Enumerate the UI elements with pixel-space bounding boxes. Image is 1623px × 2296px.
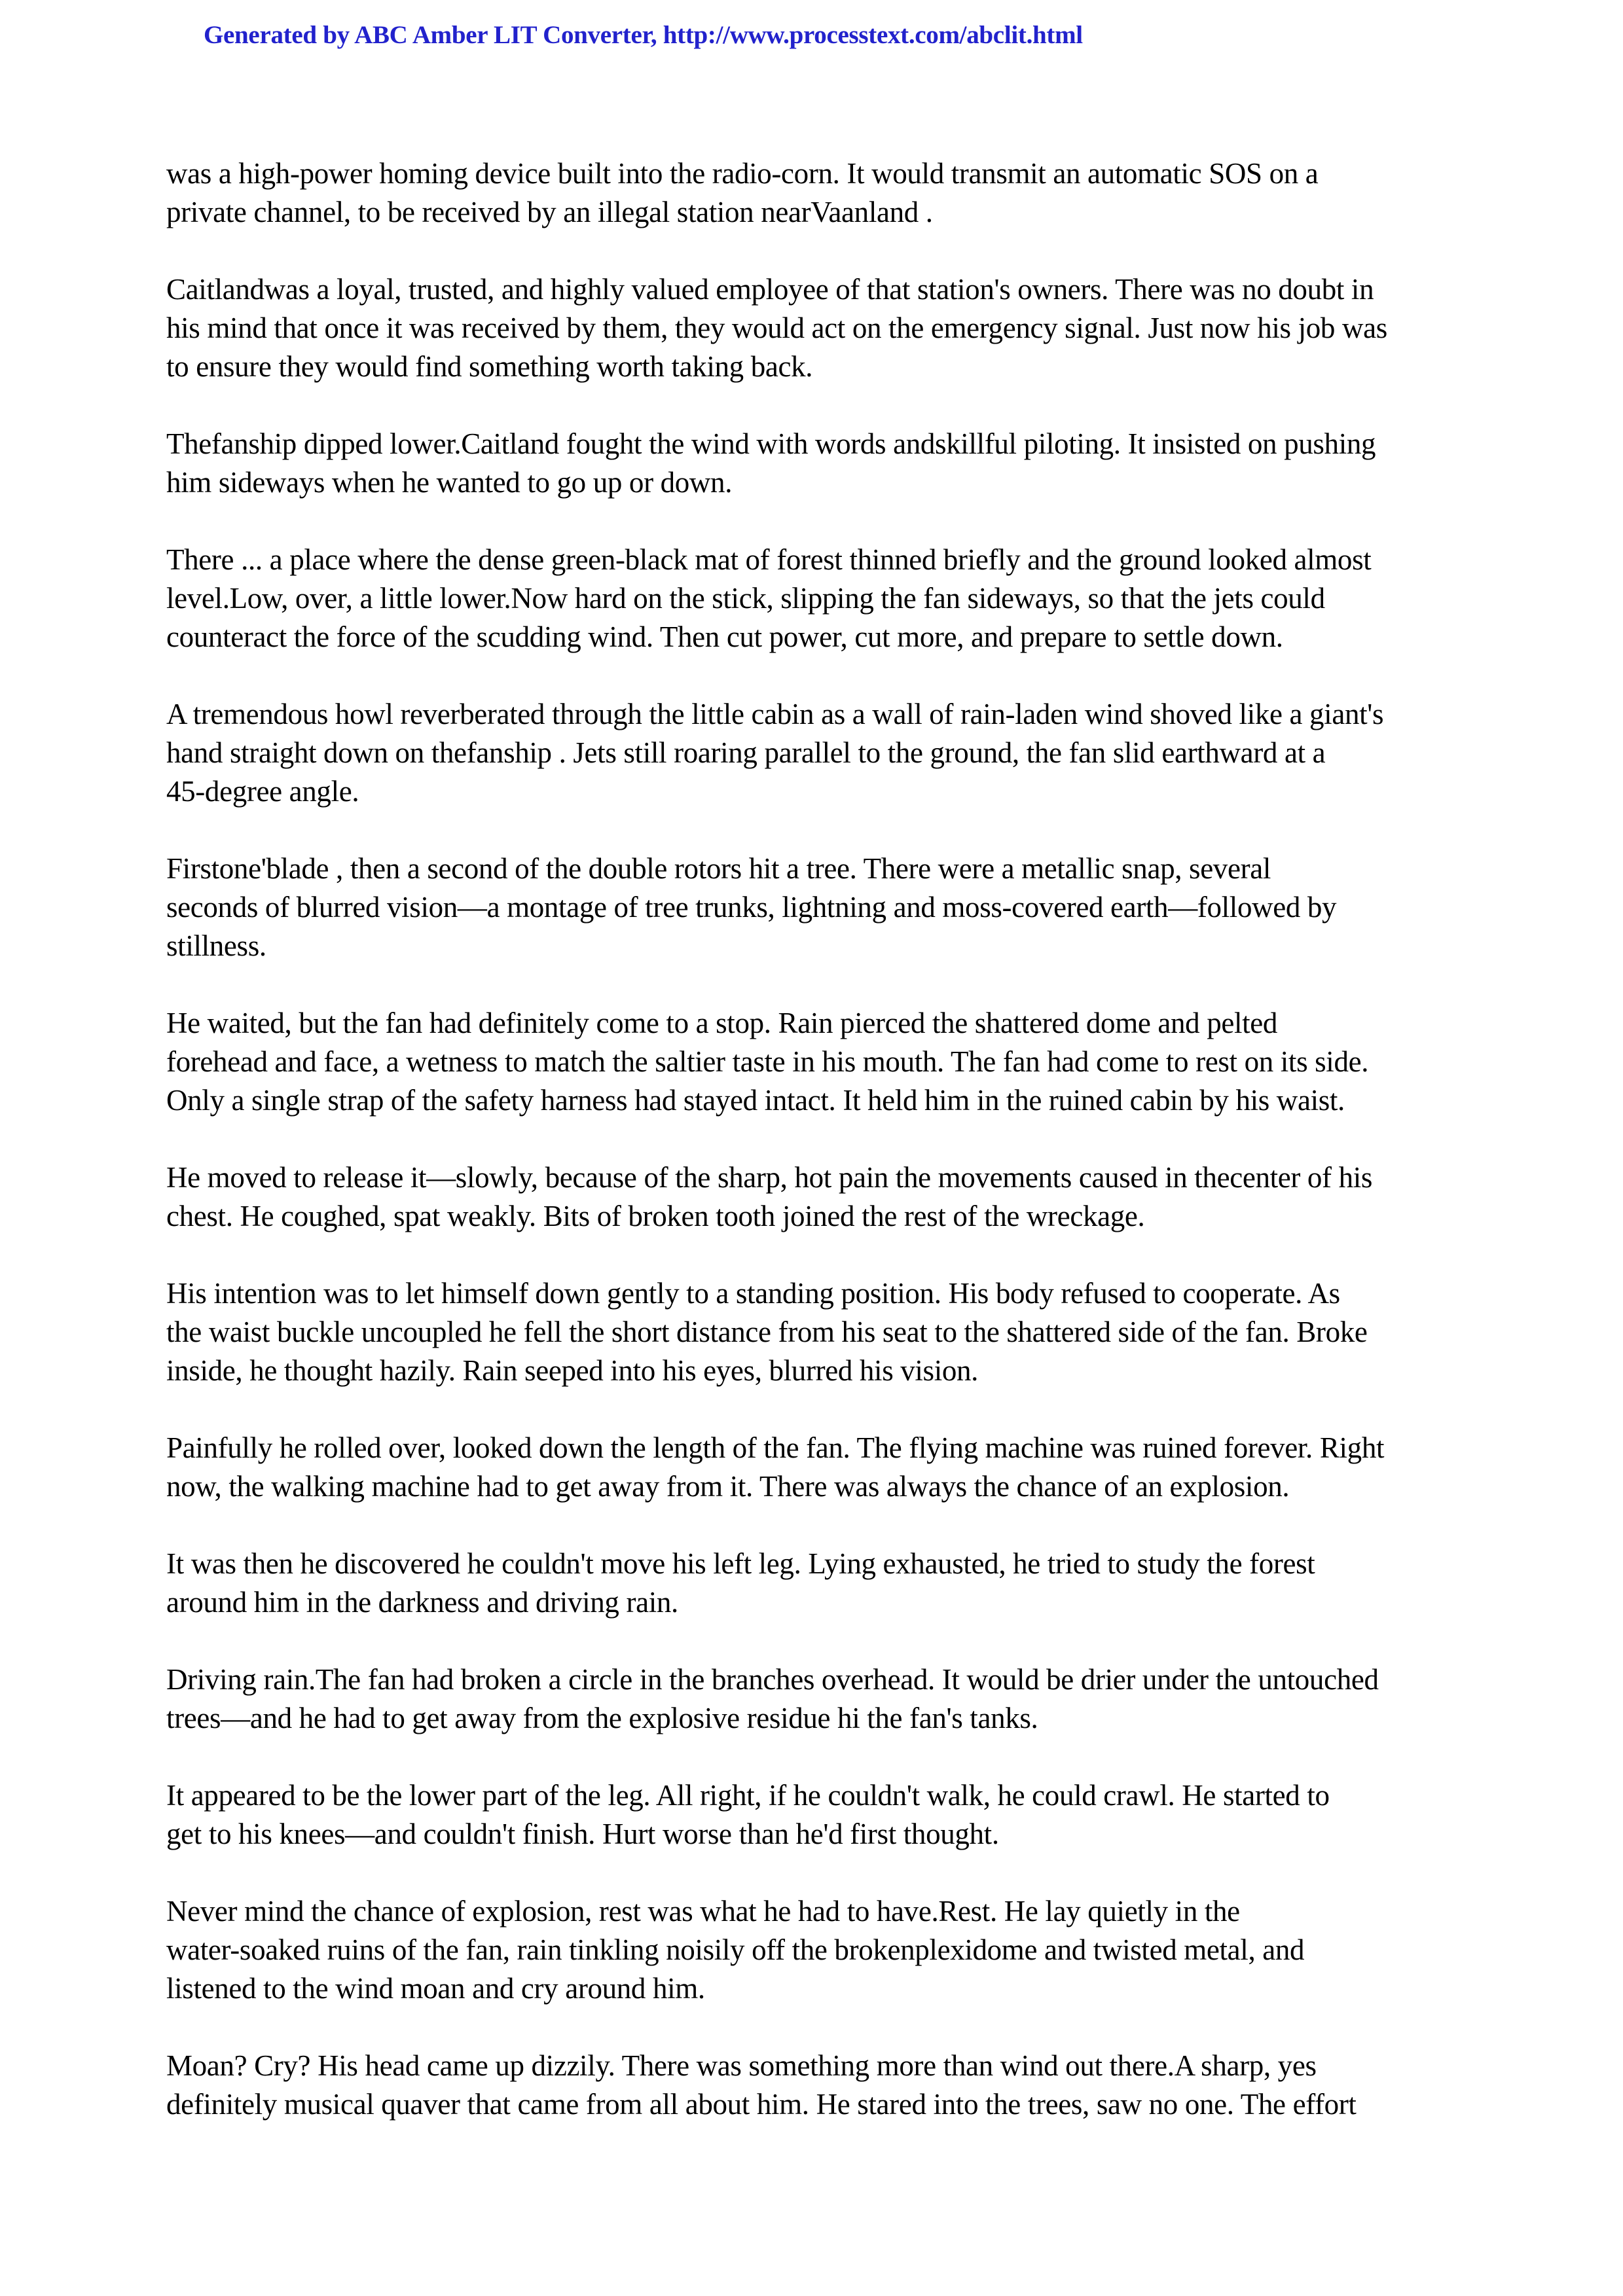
text-line: It was then he discovered he couldn't move his left leg. Lying exhausted, he tried to study the forest: [166, 1547, 1315, 1580]
text-line: Caitlandwas a loyal, trusted, and highly valued employee of that station's owners. There was no doubt in: [166, 273, 1374, 306]
document-body: [166, 154, 1476, 2162]
text-line: Never mind the chance of explosion, rest was what he had to have.Rest. He lay quietly in the: [166, 1895, 1240, 1928]
text-line: get to his knees—and couldn't finish. Hurt worse than he'd first thought.: [166, 1818, 999, 1850]
text-line: inside, he thought hazily. Rain seeped into his eyes, blurred his vision.: [166, 1354, 979, 1387]
text-line: level.Low, over, a little lower.Now hard on the stick, slipping the fan sideways, so that the jets could: [166, 582, 1325, 615]
text-line: definitely musical quaver that came from all about him. He stared into the trees, saw no one. The effort: [166, 2088, 1357, 2121]
text-line: Painfully he rolled over, looked down the length of the fan. The flying machine was ruined forever. Right: [166, 1431, 1385, 1464]
text-line: stillness.: [166, 929, 266, 962]
text-line: water-soaked ruins of the fan, rain tinkling noisily off the brokenplexidome and twisted metal, and: [166, 1933, 1305, 1966]
paragraph: [166, 1158, 1476, 1236]
text-line: chest. He coughed, spat weakly. Bits of broken tooth joined the rest of the wreckage.: [166, 1200, 1145, 1232]
text-line: A tremendous howl reverberated through the little cabin as a wall of rain-laden wind shoved like a giant's: [166, 698, 1384, 730]
text-line: trees—and he had to get away from the explosive residue hi the fan's tanks.: [166, 1702, 1038, 1734]
paragraph: [166, 1892, 1476, 2008]
text-line: Moan? Cry? His head came up dizzily. There was something more than wind out there.A sharp, yes: [166, 2049, 1317, 2082]
paragraph: [166, 425, 1476, 502]
text-line: now, the walking machine had to get away from it. There was always the chance of an explosion.: [166, 1470, 1290, 1503]
text-line: Thefanship dipped lower.Caitland fought the wind with words andskillful piloting. It insisted on pushing: [166, 427, 1376, 460]
text-line: the waist buckle uncoupled he fell the short distance from his seat to the shattered side of the fan. Broke: [166, 1316, 1368, 1348]
text-line: Driving rain.The fan had broken a circle in the branches overhead. It would be drier under the untouched: [166, 1663, 1379, 1696]
text-line: There ... a place where the dense green-black mat of forest thinned briefly and the ground looked almost: [166, 543, 1372, 576]
text-line: forehead and face, a wetness to match the saltier taste in his mouth. The fan had come to rest on its side.: [166, 1045, 1369, 1078]
text-line: His intention was to let himself down gently to a standing position. His body refused to cooperate. As: [166, 1277, 1340, 1310]
text-line: his mind that once it was received by them, they would act on the emergency signal. Just now his job was: [166, 312, 1387, 344]
text-line: Firstone'blade , then a second of the double rotors hit a tree. There were a metallic snap, several: [166, 852, 1271, 885]
text-line: was a high-power homing device built into the radio-corn. It would transmit an automatic SOS on a: [166, 157, 1319, 190]
paragraph: [166, 2047, 1476, 2124]
paragraph: [166, 270, 1476, 386]
text-line: It appeared to be the lower part of the leg. All right, if he couldn't walk, he could crawl. He started to: [166, 1779, 1330, 1812]
paragraph: [166, 1004, 1476, 1120]
text-line: Only a single strap of the safety harness had stayed intact. It held him in the ruined cabin by his waist.: [166, 1084, 1345, 1117]
text-line: hand straight down on thefanship . Jets still roaring parallel to the ground, the fan slid earthward at a: [166, 736, 1326, 769]
paragraph: [166, 850, 1476, 965]
paragraph: [166, 695, 1476, 811]
text-line: listened to the wind moan and cry around him.: [166, 1972, 705, 2005]
converter-header: [204, 17, 1083, 54]
paragraph: [166, 1274, 1476, 1390]
text-line: private channel, to be received by an illegal station nearVaanland .: [166, 196, 933, 228]
paragraph: [166, 1545, 1476, 1622]
text-line: He waited, but the fan had definitely come to a stop. Rain pierced the shattered dome and pelted: [166, 1007, 1278, 1039]
paragraph: [166, 1660, 1476, 1738]
paragraph: [166, 154, 1476, 232]
text-line: seconds of blurred vision—a montage of tree trunks, lightning and moss-covered earth—followed by: [166, 891, 1337, 924]
paragraph: [166, 541, 1476, 656]
text-line: counteract the force of the scudding wind. Then cut power, cut more, and prepare to settle down.: [166, 620, 1283, 653]
converter-header-text: Generated by ABC Amber LIT Converter, http://www.processtext.com/abclit.html: [204, 21, 1083, 49]
paragraph: [166, 1429, 1476, 1506]
text-line: to ensure they would find something worth taking back.: [166, 350, 813, 383]
text-line: 45-degree angle.: [166, 775, 359, 808]
paragraph: [166, 1776, 1476, 1854]
text-line: him sideways when he wanted to go up or down.: [166, 466, 733, 499]
text-line: around him in the darkness and driving rain.: [166, 1586, 678, 1619]
text-line: He moved to release it—slowly, because of the sharp, hot pain the movements caused in thecenter of his: [166, 1161, 1373, 1194]
